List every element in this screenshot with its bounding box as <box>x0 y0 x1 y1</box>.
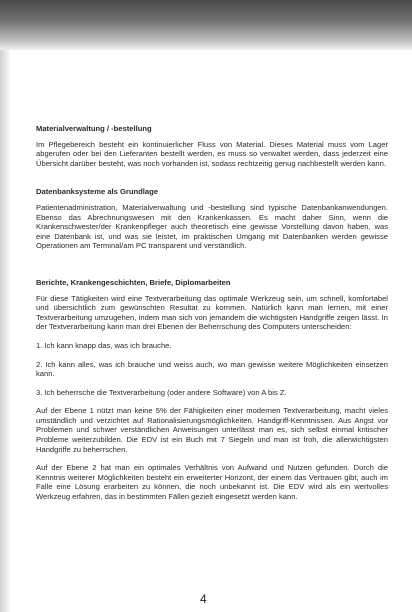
list-item-ebene-1: 1. Ich kann knapp das, was ich brauche. <box>36 340 172 350</box>
paragraph-berichte-intro: Für diese Tätigkeiten wird eine Textverarbeitung das optimale Werkzeug sein, um schnell, komfortabel und übersichtlich zum gewünschten Resultat zu kommen. Natürlich kann man lernen, mit einer Textverarbeitung umzugehen, indem man sich von jemandem die wichtigsten Handgriffe zeigen lässt. In der Textverarbeitung kann man drei Ebenen der Beherrschung des Computers unterscheiden: <box>36 293 388 332</box>
list-item-ebene-2: 2. Ich kann alles, was ich brauche und weiss auch, wo man gewisse weitere Möglichkeiten einsetzen kann. <box>36 359 388 379</box>
page-number: 4 <box>200 592 207 606</box>
section-heading-materialverwaltung: Materialverwaltung / -bestellung <box>36 124 152 133</box>
scan-shadow-left <box>0 50 10 612</box>
section-heading-berichte: Berichte, Krankengeschichten, Briefe, Diplomarbeiten <box>36 277 231 287</box>
section-heading-datenbanksysteme: Datenbanksysteme als Grundlage <box>36 187 158 197</box>
paragraph-ebene-2-explanation: Auf der Ebene 2 hat man ein optimales Verhältnis von Aufwand und Nutzen gefunden. Durch die Kenntnis weiterer Möglichkeiten besteht ein erweiterter Horizont, der einem das Vertrauen gibt, auch im Falle eine Lösung erarbeiten zu können, die noch unbekannt ist. Die EDV wird als ein wertvolles Werkzeug erfahren, das in bestimmten Fällen gezielt eingesetzt werden kann. <box>36 463 388 502</box>
list-item-ebene-3: 3. Ich beherrsche die Textverarbeitung (oder andere Software) von A bis Z. <box>36 387 287 397</box>
scan-shadow-top <box>0 0 412 50</box>
paragraph-datenbanksysteme: Patientenadministration, Materialverwaltung und -bestellung sind typische Datenbankanwendungen. Ebenso das Abrechnungswesen mit den Krankenkassen. Es macht daher Sinn, wenn die Krankenschwester/der Krankenpfleger auch theoretisch eine gewisse Vorstellung davon haben, was eine Datenbank ist, und was sie leistet, im praktischen Umgang mit Datenbanken werden gewisse Operationen am Terminal/am PC transparent und verständlich. <box>36 202 388 251</box>
paragraph-materialverwaltung: Im Pflegebereich besteht ein kontinuierlicher Fluss von Material. Dieses Material muss vom Lager abgerufen oder bei den Lieferanten bestellt werden, es muss so verwaltet werden, dass jederzeit eine Übersicht darüber besteht, was noch vorhanden ist, sodass rechtzeitig genug nachbestellt werden kann. <box>36 139 388 168</box>
document-page <box>36 124 388 511</box>
paragraph-ebene-1-explanation: Auf der Ebene 1 nützt man keine 5% der Fähigkeiten einer modernen Textverarbeitung, macht vieles umständlich und verzichtet auf Rationalisierungsmöglichkeiten. Handgriff-Kenntnissen. Aus Angst vor Problemen und schwer verständlichen Anweisungen unterlässt man es, sich selbst einmal kritischer Probleme weiterzubilden. Die EDV ist ein Buch mit 7 Siegeln und man ist froh, die allerwichtigsten Handgriffe zu beherrschen. <box>36 406 388 454</box>
